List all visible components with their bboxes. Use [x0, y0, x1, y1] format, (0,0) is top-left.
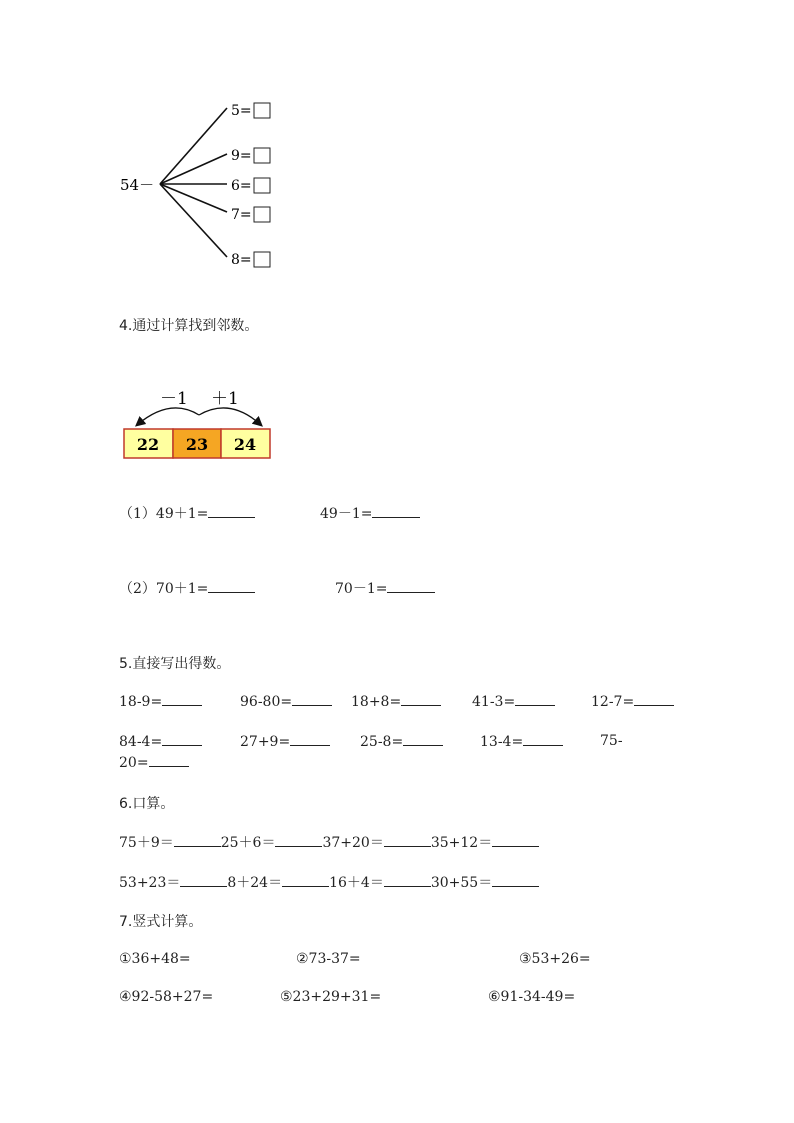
q5-expression: 25-8= [360, 734, 404, 750]
answer-blank[interactable] [282, 874, 329, 887]
answer-blank[interactable] [208, 580, 255, 593]
q6-expression: 30+55＝ [430, 875, 493, 891]
q6-title: 6.口算。 [119, 796, 175, 812]
answer-blank[interactable] [275, 834, 322, 847]
right-arrow [199, 408, 261, 425]
q5-expression: 96-80= [240, 694, 293, 710]
q6-row1 [119, 832, 539, 852]
minus-one-label: －1 [160, 389, 188, 409]
branch-label-5: 5= [231, 103, 252, 119]
q7-problem: ②73-37= [296, 951, 361, 967]
subtraction-tree-diagram [110, 95, 290, 275]
answer-blank[interactable] [492, 834, 539, 847]
tree-root: 54－ [120, 176, 155, 194]
q6-expression: 25＋6＝ [220, 835, 276, 851]
answer-box[interactable] [254, 252, 270, 267]
q6-expression: 8＋24＝ [227, 875, 283, 891]
answer-blank[interactable] [515, 693, 555, 706]
q5-expression: 27+9= [240, 734, 291, 750]
answer-blank[interactable] [174, 834, 221, 847]
q5-expression: 75- [600, 733, 623, 749]
q4-row1-a-label: （1）49＋1= [119, 506, 209, 522]
answer-blank[interactable] [372, 505, 420, 518]
q5-expression: 13-4= [480, 734, 524, 750]
answer-blank[interactable] [384, 874, 431, 887]
q4-row2-a [119, 578, 255, 598]
q5-item [600, 733, 623, 749]
q7-problem: ⑥91-34-49= [488, 989, 576, 1005]
neighbor-number-diagram [115, 385, 285, 465]
q5-item [472, 693, 555, 710]
answer-blank[interactable] [180, 874, 227, 887]
tree-branches [160, 108, 227, 257]
q7-problem: ①36+48= [119, 951, 191, 967]
answer-blank[interactable] [401, 693, 441, 706]
answer-box[interactable] [254, 207, 270, 222]
answer-blank[interactable] [162, 733, 202, 746]
q4-title: 4.通过计算找到邻数。 [119, 318, 259, 334]
q4-row1-b [320, 503, 420, 523]
q6-expression: 35+12＝ [430, 835, 493, 851]
q7-problem: ⑤23+29+31= [280, 989, 382, 1005]
q5-item [240, 693, 332, 710]
answer-box[interactable] [254, 148, 270, 163]
answer-blank[interactable] [523, 733, 563, 746]
answer-blank[interactable] [492, 874, 539, 887]
q5-title: 5.直接写出得数。 [119, 656, 231, 672]
q4-row1-b-label: 49－1= [320, 506, 373, 522]
q4-row2-b-label: 70－1= [335, 581, 388, 597]
q5-expression: 12-7= [591, 694, 635, 710]
q5-item-wrap [119, 754, 189, 771]
branch-label-9: 9= [231, 148, 252, 164]
q5-expression: 18-9= [119, 694, 163, 710]
answer-box[interactable] [254, 103, 270, 118]
q7-problem: ③53+26= [519, 951, 591, 967]
plus-one-label: ＋1 [211, 389, 239, 409]
branch-label-6: 6= [231, 178, 252, 194]
q7-title: 7.竖式计算。 [119, 914, 203, 930]
q7-problem: ④92-58+27= [119, 989, 214, 1005]
q4-row2-b [335, 578, 435, 598]
cell-23-text: 23 [185, 435, 209, 454]
q5-expression: 84-4= [119, 734, 163, 750]
q5-item [351, 693, 441, 710]
branch-label-8: 8= [231, 252, 252, 268]
cell-24-text: 24 [233, 435, 257, 454]
q5-item [119, 693, 202, 710]
branch-label-7: 7= [231, 207, 252, 223]
answer-blank[interactable] [149, 754, 189, 767]
q5-item [240, 733, 330, 750]
q6-expression: 16＋4＝ [329, 875, 384, 891]
answer-blank[interactable] [290, 733, 330, 746]
q5-item [480, 733, 563, 750]
answer-box[interactable] [254, 178, 270, 193]
q6-row2 [119, 872, 539, 892]
q4-row1-a [119, 503, 255, 523]
answer-blank[interactable] [208, 505, 255, 518]
q5-item [360, 733, 443, 750]
left-arrow [137, 408, 199, 425]
q5-expression: 41-3= [472, 694, 516, 710]
q5-expression: 20= [119, 755, 149, 771]
q5-item [119, 733, 202, 750]
answer-blank[interactable] [384, 834, 431, 847]
answer-blank[interactable] [292, 693, 332, 706]
q6-expression: 53+23＝ [119, 875, 181, 891]
cell-22-text: 22 [136, 435, 160, 454]
answer-blank[interactable] [162, 693, 202, 706]
q5-item [591, 693, 674, 710]
answer-blank[interactable] [387, 580, 435, 593]
q6-expression: 75＋9＝ [119, 835, 174, 851]
q4-row2-a-label: （2）70＋1= [119, 581, 209, 597]
q5-expression: 18+8= [351, 694, 402, 710]
answer-blank[interactable] [403, 733, 443, 746]
q6-expression: 37+20＝ [322, 835, 384, 851]
answer-blank[interactable] [634, 693, 674, 706]
